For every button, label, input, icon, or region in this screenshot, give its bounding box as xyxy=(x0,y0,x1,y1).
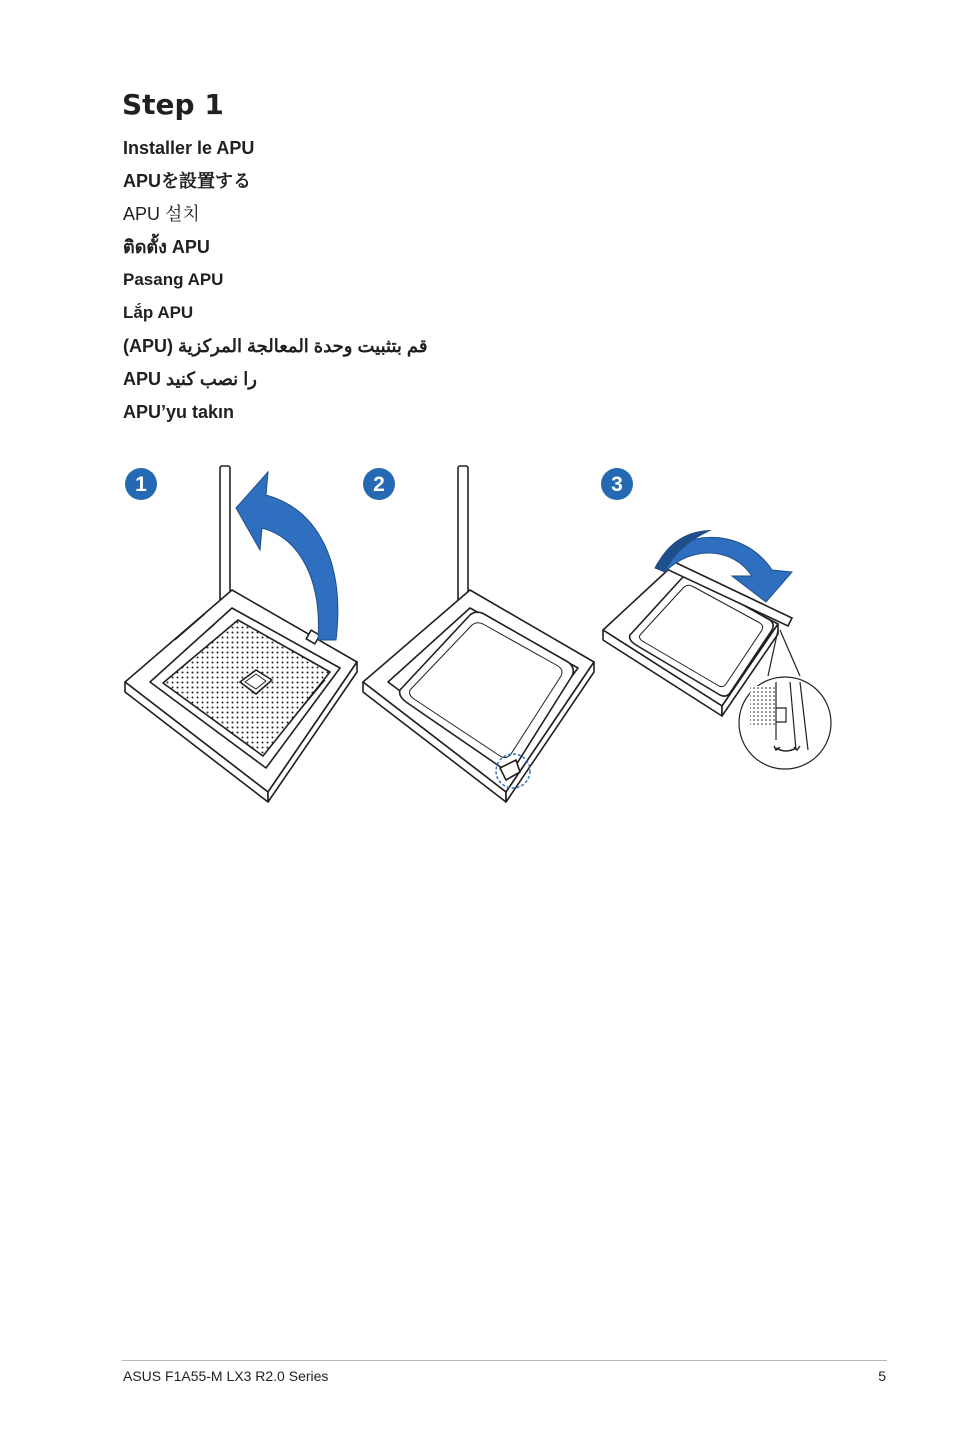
step-badge-3 xyxy=(601,468,633,500)
figure-3 xyxy=(601,468,831,769)
socket-illustrations xyxy=(0,450,954,810)
step-badge-1 xyxy=(125,468,157,500)
lang-korean: APU 설치 xyxy=(123,204,200,224)
language-list xyxy=(123,136,428,433)
footer-page-number: 5 xyxy=(878,1368,886,1384)
step-number-2: 2 xyxy=(373,473,385,496)
figure-2 xyxy=(363,466,594,802)
socket-lever xyxy=(220,466,230,604)
step-number-3: 3 xyxy=(611,473,623,496)
figure-1 xyxy=(125,466,357,802)
socket-lever-2 xyxy=(458,466,468,604)
step-number-1: 1 xyxy=(135,473,147,496)
lang-japanese: APUを設置する xyxy=(123,171,252,191)
lang-vietnamese: Lắp APU xyxy=(123,303,194,322)
lang-thai: ติดตั้ง APU xyxy=(123,237,210,257)
lang-indonesian: Pasang APU xyxy=(123,270,224,289)
step-title: Step 1 xyxy=(122,88,224,121)
lang-turkish: APU’yu takın xyxy=(123,402,235,422)
lang-persian: APU را نصب کنید xyxy=(123,369,257,389)
footer-divider xyxy=(122,1360,887,1361)
step-badge-2 xyxy=(363,468,395,500)
installation-figures xyxy=(0,450,954,810)
lang-arabic: (APU) قم بتثبيت وحدة المعالجة المركزية xyxy=(123,336,428,356)
footer-product-name: ASUS F1A55-M LX3 R2.0 Series xyxy=(123,1368,329,1384)
lang-french: Installer le APU xyxy=(123,138,255,158)
